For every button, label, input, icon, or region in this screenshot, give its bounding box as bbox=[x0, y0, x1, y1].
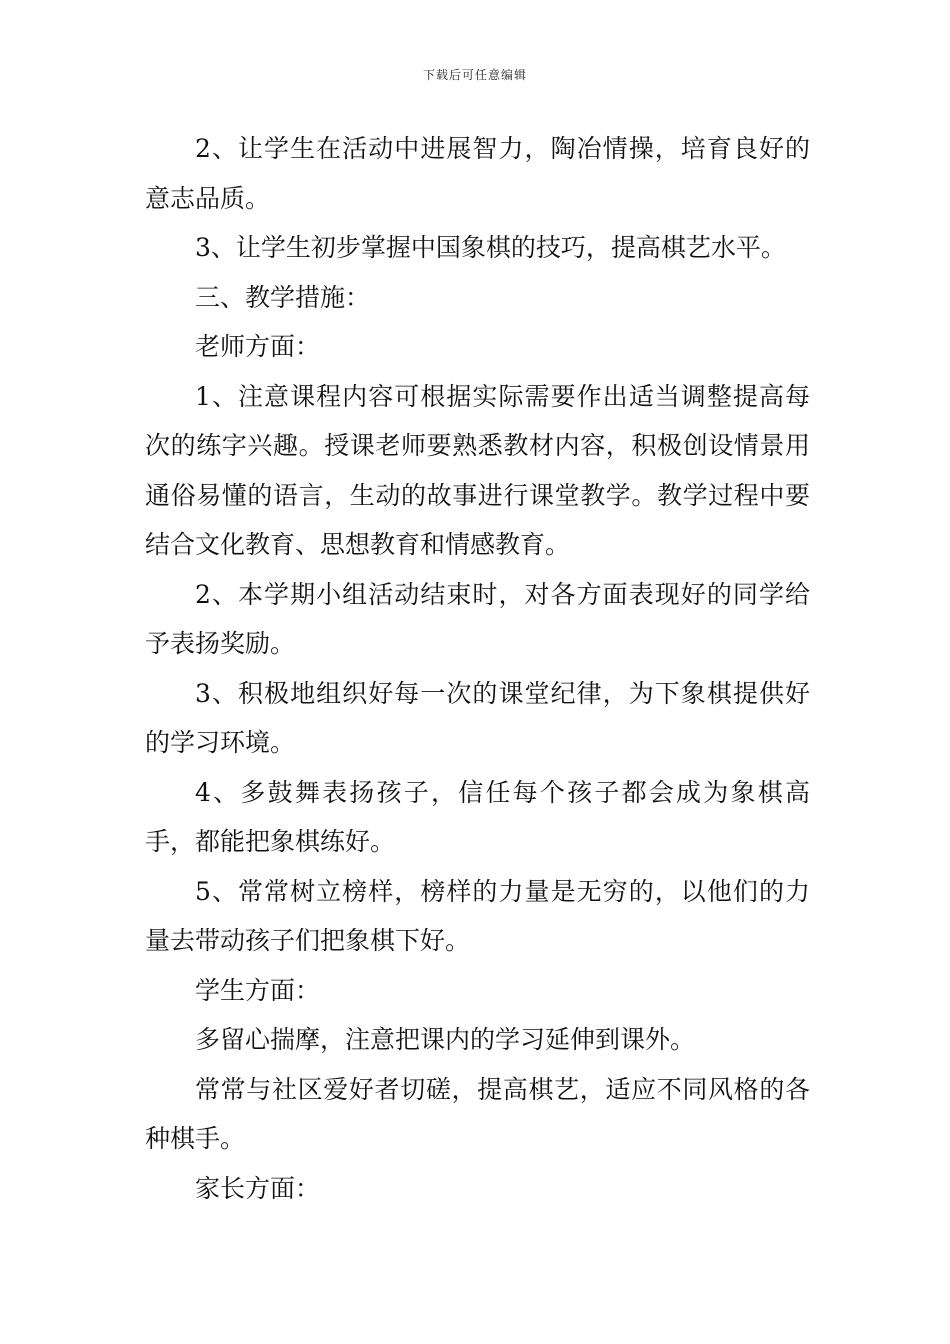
section-heading-teaching-measures: 三、教学措施： bbox=[195, 282, 371, 312]
paragraph-teacher-5: 5、常常树立榜样，榜样的力量是无穷的，以他们的力量去带动孩子们把象棋下好。 bbox=[145, 876, 810, 955]
paragraph-goal-2: 2、让学生在活动中进展智力，陶冶情操，培育良好的意志品质。 bbox=[145, 134, 810, 213]
subheading-students: 学生方面： bbox=[195, 975, 321, 1005]
subheading-parents: 家长方面： bbox=[195, 1173, 321, 1203]
paragraph-teacher-3: 3、积极地组织好每一次的课堂纪律，为下象棋提供好的学习环境。 bbox=[145, 678, 810, 757]
paragraph-student-2: 常常与社区爱好者切磋，提高棋艺，适应不同风格的各种棋手。 bbox=[145, 1074, 810, 1153]
subheading-teachers: 老师方面： bbox=[195, 332, 321, 361]
paragraph-teacher-4: 4、多鼓舞表扬孩子，信任每个孩子都会成为象棋高手，都能把象棋练好。 bbox=[145, 777, 810, 856]
paragraph-teacher-1: 1、注意课程内容可根据实际需要作出适当调整提高每次的练字兴趣。授课老师要熟悉教材内容，积极创设情景用通俗易懂的语言，生动的故事进行课堂教学。教学过程中要结合文化教育、思想教育和情感教育。 bbox=[145, 381, 810, 559]
page-header: 下载后可任意编辑 bbox=[422, 68, 527, 82]
paragraph-goal-3: 3、让学生初步掌握中国象棋的技巧，提高棋艺水平。 bbox=[195, 233, 786, 262]
paragraph-student-1: 多留心揣摩，注意把课内的学习延伸到课外。 bbox=[195, 1025, 696, 1054]
paragraph-teacher-2: 2、本学期小组活动结束时，对各方面表现好的同学给予表扬奖励。 bbox=[145, 579, 810, 658]
document-body bbox=[145, 124, 810, 1213]
